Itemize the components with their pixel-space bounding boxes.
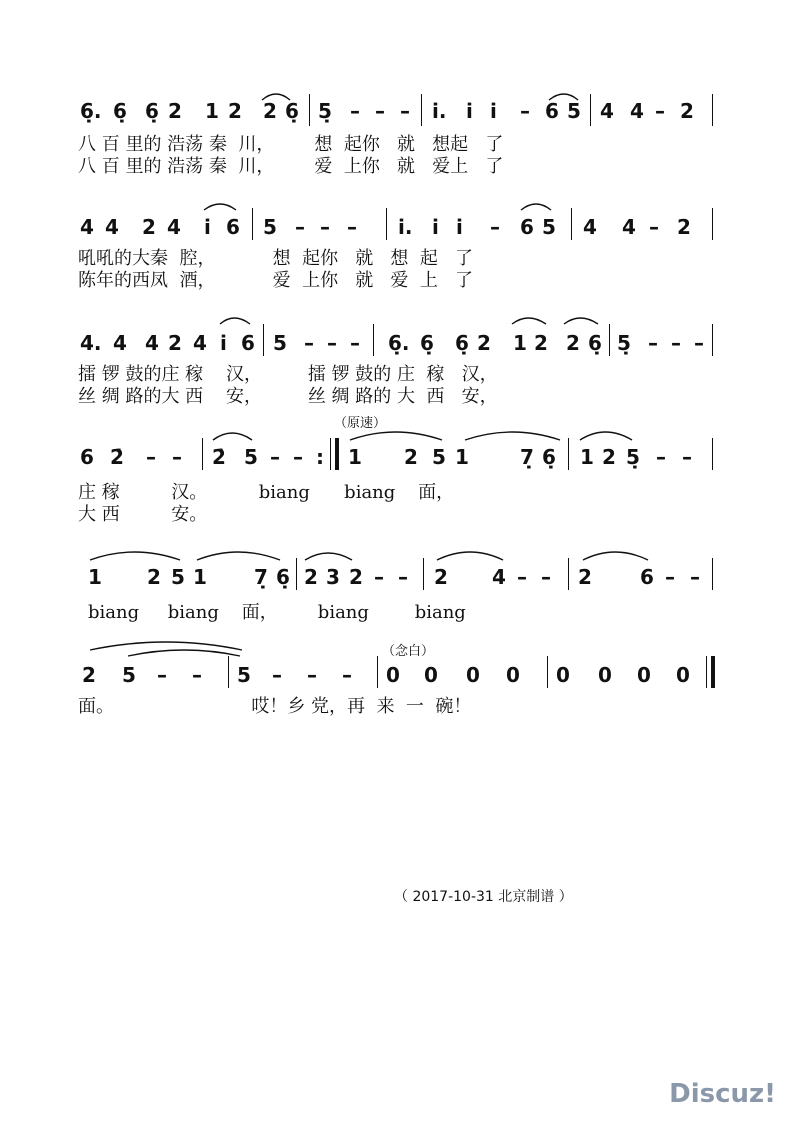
- lyric-line-1: 面。 哎！乡 党，再 来 一 碗！: [78, 696, 472, 717]
- staff-system-3: [0, 312, 792, 412]
- barline: [202, 438, 203, 470]
- barline: [712, 208, 713, 240]
- note-line: 4 4 2 4 i̇ 6 5 – – – i̇. i̇ i̇ – 6 5 4 4 – 2: [80, 215, 691, 239]
- barline: [568, 558, 569, 590]
- lyric-line-1: 吼吼的大秦 腔， 想 起你 就 想 起 了: [78, 248, 474, 269]
- barline: [377, 656, 378, 688]
- note-line: 1 2 5 1 7̣ 6̣ 2 3 2 – – 2 4 – – 2 6 – –: [88, 565, 700, 589]
- lyric-line-1: 八 百 里的 浩荡 秦 川， 想 起你 就 想起 了: [78, 134, 504, 155]
- barline: [423, 558, 424, 590]
- lyric-line-1: 庄 稼 汉。 biang biang 面，: [78, 482, 455, 503]
- lyric-line-2: 八 百 里的 浩荡 秦 川， 爱 上你 就 爱上 了: [78, 156, 504, 177]
- final-barline: [711, 656, 715, 688]
- barline: [712, 558, 713, 590]
- barline: [712, 438, 713, 470]
- tempo-mark: （原速）: [334, 416, 387, 431]
- lyric-line-1: 擂 锣 鼓的庄 稼 汉， 擂 锣 鼓的 庄 稼 汉，: [78, 364, 498, 385]
- final-barline: [706, 656, 707, 688]
- barline: [252, 208, 253, 240]
- lyric-line-2: 陈年的西凤 酒， 爱 上你 就 爱 上 了: [78, 270, 474, 291]
- barline: [373, 324, 374, 356]
- staff-system-4: [0, 412, 792, 525]
- staff-system-5: [0, 540, 792, 640]
- note-line: 6 2̇ – – 2̇ 5 – – : 1 2 5 1 7̣ 6̣ 1 2 5̣ – –: [80, 445, 692, 469]
- barline: [712, 94, 713, 126]
- lyric-line-1: biang biang 面， biang biang: [88, 602, 466, 623]
- lyric-line-2: 丝 绸 路的大 西 安， 丝 绸 路的 大 西 安，: [78, 386, 498, 407]
- barline: [296, 558, 297, 590]
- staff-system-2: [0, 200, 792, 300]
- note-line: 6̣. 6̣ 6̣ 2 1 2 2 6̣ 5̣ – – – i̇. i̇ i̇ – 6 5 4 4 – 2: [80, 99, 694, 123]
- barline: [547, 656, 548, 688]
- staff-system-6: [0, 630, 792, 730]
- staff-system-1: [0, 90, 792, 190]
- barline: [263, 324, 264, 356]
- note-line: 2 5 – – 5 – – – 0 0 0 0 0 0 0 0: [82, 663, 690, 687]
- barline: [228, 656, 229, 688]
- watermark: Discuz!: [669, 1079, 776, 1109]
- barline: [590, 94, 591, 126]
- barline: [309, 94, 310, 126]
- note-line: 4. 4 4 2 4 i̇ 6 5 – – – 6̣. 6̣ 6̣ 2 1 2 2 6̣ 5̣ – – –: [80, 331, 704, 355]
- spoken-mark: （念白）: [382, 644, 435, 659]
- barline: [421, 94, 422, 126]
- lyric-line-2: 大 西 安。: [78, 504, 208, 525]
- barline: [609, 324, 610, 356]
- barline: [568, 438, 569, 470]
- repeat-barline: [330, 438, 331, 470]
- barline: [712, 324, 713, 356]
- footer-date: （ 2017-10-31 北京制谱 ）: [394, 889, 573, 905]
- repeat-barline: [335, 438, 339, 470]
- barline: [386, 208, 387, 240]
- barline: [571, 208, 572, 240]
